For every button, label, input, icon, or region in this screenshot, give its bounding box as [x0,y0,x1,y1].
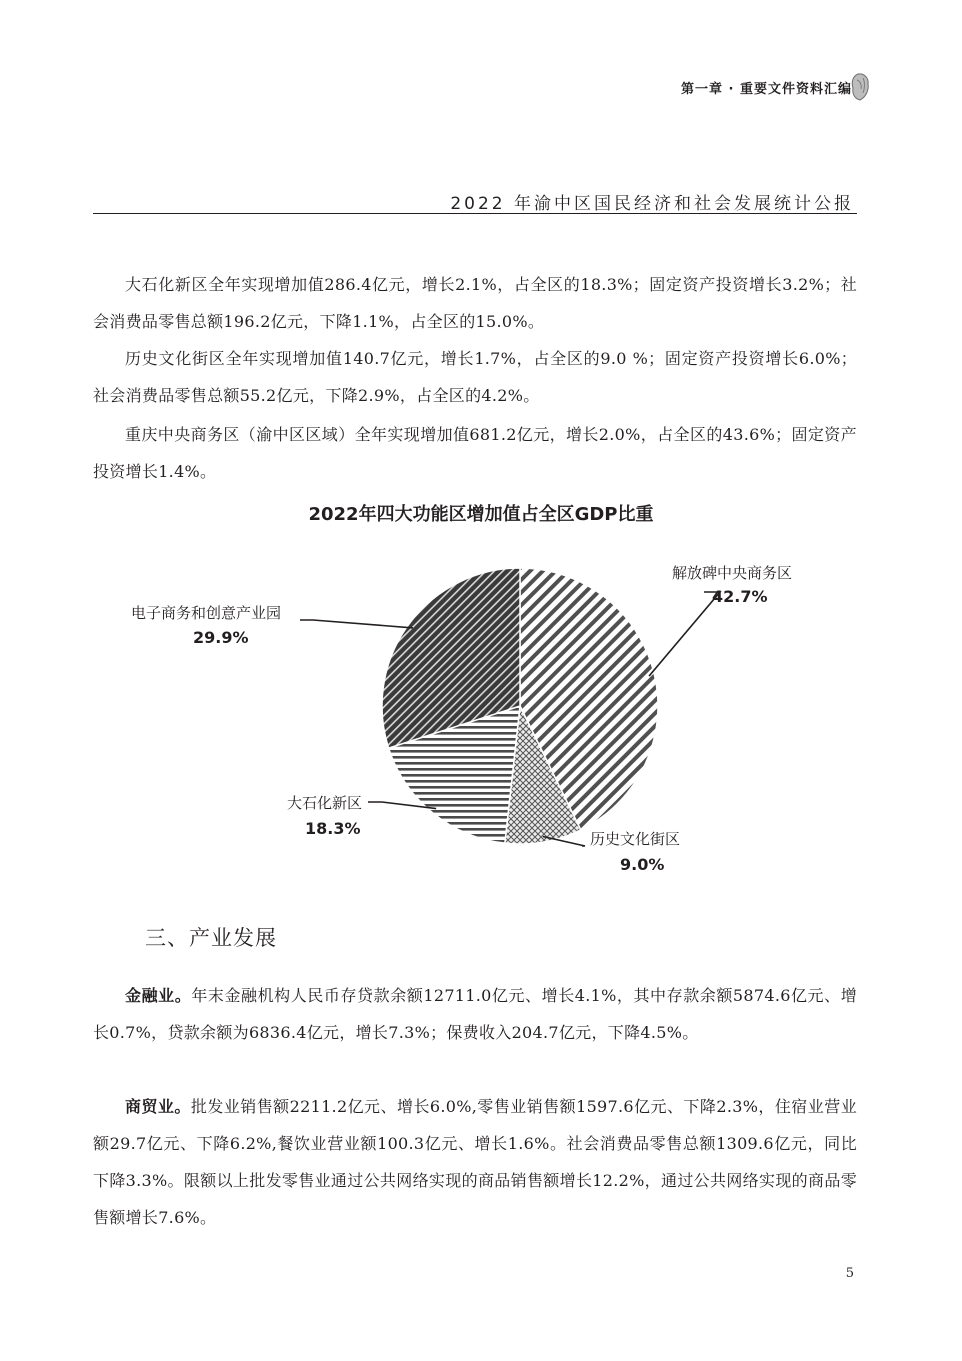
pie-chart [100,540,860,880]
document-title: 2022 年渝中区国民经济和社会发展统计公报 [450,194,854,214]
paragraph-commerce [93,1088,857,1236]
ink-stone-icon [850,72,870,102]
label-historic: 历史文化街区 [590,830,681,848]
paragraph-finance-text: 年末金融机构人民币存贷款余额12711.0亿元、增长4.1%，其中存款余额5874.6亿元、增长0.7%，贷款余额为6836.4亿元，增长7.3%；保费收入204.7亿元，下降4.5%。 [93,986,858,1042]
title-rule [93,213,857,214]
paragraph-dashihua: 大石化新区全年实现增加值286.4亿元，增长2.1%，占全区的18.3%；固定资产投资增长3.2%；社会消费品零售总额196.2亿元，下降1.1%，占全区的15.0%。 [93,275,857,331]
chart-title: 2022年四大功能区增加值占全区GDP比重 [308,504,654,525]
leader-line-ecommerce [300,620,413,628]
paragraph-finance [93,977,857,1051]
pct-dashihua: 18.3% [305,819,361,838]
label-dashihua: 大石化新区 [287,794,363,812]
paragraph-finance-lead: 金融业。 [125,986,192,1005]
paragraph-historic-district: 历史文化街区全年实现增加值140.7亿元，增长1.7%，占全区的9.0 %；固定资产投资增长6.0%；社会消费品零售总额55.2亿元，下降2.9%，占全区的4.2%。 [93,349,857,405]
paragraph-commerce-lead: 商贸业。 [125,1097,191,1116]
paragraph-cbd: 重庆中央商务区（渝中区区域）全年实现增加值681.2亿元，增长2.0%，占全区的43.6%；固定资产投资增长1.4%。 [93,425,857,481]
label-jiefangbei: 解放碑中央商务区 [672,564,793,582]
paragraph-commerce-text: 批发业销售额2211.2亿元、增长6.0%,零售业销售额1597.6亿元、下降2.3%，住宿业营业额29.7亿元、下降6.2%,餐饮业营业额100.3亿元、增长1.6%。社会消费品零售总额1309.6亿元，同比下降3.3%。限额以上批发零售业通过公共网络实现的商品销售额增长12.2%，通过公共网络实现的商品零售额增长7.6%。 [93,1097,857,1227]
leader-line-jiefangbei [649,592,720,676]
page-number: 5 [845,1266,854,1281]
pct-historic: 9.0% [620,855,665,874]
section-heading: 三、产业发展 [145,926,277,950]
pct-jiefangbei: 42.7% [712,587,768,606]
running-head: 第一章 · 重要文件资料汇编 [681,82,852,97]
pct-ecommerce: 29.9% [193,628,249,647]
label-ecommerce: 电子商务和创意产业园 [131,604,282,622]
